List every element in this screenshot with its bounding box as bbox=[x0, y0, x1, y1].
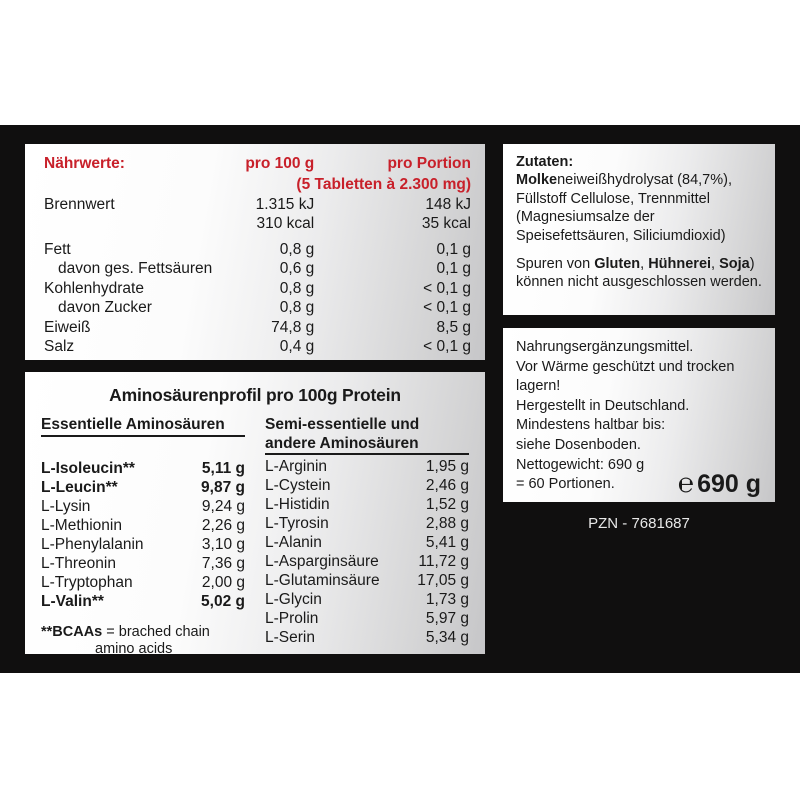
amino-value: 7,36 g bbox=[201, 554, 245, 572]
semi-essential-amino-column bbox=[265, 416, 469, 659]
table-row bbox=[41, 592, 245, 611]
nutrition-row-name: Brennwert bbox=[44, 195, 115, 213]
amino-profile-title: Aminosäurenprofil pro 100g Protein bbox=[109, 385, 401, 405]
amino-name: L-Methionin bbox=[41, 516, 122, 534]
amino-columns bbox=[41, 416, 469, 659]
nutrition-col-spacer bbox=[314, 155, 363, 175]
net-weight-value: 690 g bbox=[697, 469, 761, 498]
semi-essential-amino-table bbox=[265, 457, 469, 647]
table-row bbox=[265, 552, 469, 571]
amino-name: L-Asparginsäure bbox=[265, 553, 379, 570]
amino-acid-profile-panel bbox=[25, 372, 485, 657]
amino-name: L-Cystein bbox=[265, 477, 331, 494]
amino-value: 3,10 g bbox=[201, 535, 245, 553]
amino-name: L-Arginin bbox=[265, 458, 328, 475]
nutrition-col-per-portion: pro Portion bbox=[387, 155, 471, 172]
semi-header-line2: andere Aminosäuren bbox=[265, 434, 419, 452]
ingredients-body bbox=[516, 153, 763, 245]
amino-value: 11,72 g bbox=[418, 553, 469, 570]
allergen-gluten: Gluten bbox=[594, 256, 641, 273]
allergen-traces bbox=[516, 255, 763, 292]
storage-lines bbox=[516, 338, 763, 498]
nutrition-row-per-100g: 1.315 kJ bbox=[255, 195, 315, 213]
amino-name: L-Histidin bbox=[265, 496, 330, 513]
amino-name: L-Leucin** bbox=[41, 478, 118, 496]
net-weight-badge bbox=[677, 467, 761, 498]
traces-prefix: Spuren von bbox=[516, 256, 595, 273]
storage-line-heat-warning: Vor Wärme geschützt und trocken bbox=[516, 358, 735, 375]
nutrition-row-per-100g: 0,6 g bbox=[279, 260, 315, 277]
amino-value: 2,46 g bbox=[425, 477, 469, 494]
nutrition-row-name: Fett bbox=[44, 240, 71, 258]
table-row bbox=[44, 259, 471, 279]
ingredient-main-text: neiweißhydrolysat (84,7%), Füllstoff Cellulose, Trennmittel (Magnesiumsalze der Speisefettsäuren, Siliciumdioxid) bbox=[516, 172, 732, 244]
amino-value: 5,02 g bbox=[201, 592, 245, 610]
nutrition-row-name: davon Zucker bbox=[58, 299, 152, 316]
nutrition-row-per-portion: 0,1 g bbox=[436, 260, 471, 277]
storage-line-net-weight: Nettogewicht: 690 g bbox=[516, 456, 645, 473]
essential-amino-header: Essentielle Aminosäuren bbox=[41, 416, 245, 437]
amino-value: 2,88 g bbox=[425, 515, 469, 532]
nutrition-header-sub-row bbox=[44, 175, 471, 195]
storage-info-panel bbox=[503, 328, 775, 502]
nutrition-row-name: davon ges. Fettsäuren bbox=[58, 260, 213, 277]
storage-line-origin: Hergestellt in Deutschland. bbox=[516, 397, 690, 414]
essential-header-pad bbox=[41, 438, 245, 457]
amino-name: L-Phenylalanin bbox=[41, 535, 144, 553]
nutrition-row-per-portion: 148 kJ bbox=[425, 195, 471, 213]
table-row bbox=[265, 533, 469, 552]
nutrition-row-per-100g: 0,4 g bbox=[279, 338, 315, 355]
amino-value: 17,05 g bbox=[417, 572, 469, 589]
table-row bbox=[265, 457, 469, 476]
nutrition-portion-definition: (5 Tabletten à 2.300 mg) bbox=[296, 176, 471, 193]
nutrition-row-per-portion: 0,1 g bbox=[436, 240, 471, 258]
semi-header-line1: Semi-essentielle und bbox=[265, 416, 420, 433]
ingredients-panel bbox=[503, 144, 775, 315]
storage-line-best-before-cont: siehe Dosenboden. bbox=[516, 436, 641, 453]
table-row bbox=[265, 514, 469, 533]
nutrition-row-per-portion: 8,5 g bbox=[436, 318, 471, 336]
nutrition-row-per-100g: 310 kcal bbox=[256, 215, 315, 232]
nutrition-row-name bbox=[44, 214, 212, 234]
nutrition-row-per-portion: < 0,1 g bbox=[423, 338, 471, 355]
bcaa-footnote-text-line2: amino acids bbox=[95, 641, 173, 657]
storage-line-product-type: Nahrungsergänzungsmittel. bbox=[516, 339, 694, 355]
bcaa-footnote-label: **BCAAs bbox=[41, 623, 103, 640]
semi-essential-amino-header bbox=[265, 416, 469, 455]
table-row bbox=[41, 573, 245, 592]
amino-value: 1,52 g bbox=[425, 496, 469, 513]
nutrition-row-name: Salz bbox=[44, 338, 75, 355]
amino-value: 5,34 g bbox=[425, 629, 469, 646]
storage-line-portions: = 60 Portionen. bbox=[516, 476, 615, 493]
amino-value: 5,41 g bbox=[425, 534, 469, 551]
traces-separator: , bbox=[640, 256, 649, 273]
amino-value: 1,95 g bbox=[425, 458, 469, 475]
nutrition-row-per-100g: 0,8 g bbox=[279, 240, 315, 258]
table-row bbox=[44, 318, 471, 338]
ingredients-title: Zutaten: bbox=[516, 154, 574, 170]
nutrition-row-name: Eiweiß bbox=[44, 318, 91, 336]
amino-name: L-Valin** bbox=[41, 592, 104, 610]
amino-value: 5,11 g bbox=[201, 459, 245, 477]
table-row bbox=[44, 279, 471, 299]
amino-name: L-Prolin bbox=[265, 610, 319, 627]
table-row bbox=[41, 554, 245, 573]
nutrition-row-per-portion: < 0,1 g bbox=[423, 279, 471, 297]
nutrition-sub-empty bbox=[44, 175, 212, 195]
nutrition-table bbox=[44, 155, 471, 357]
amino-name: L-Glycin bbox=[265, 591, 322, 608]
amino-name: L-Isoleucin** bbox=[41, 459, 135, 477]
nutrition-row-per-100g: 0,8 g bbox=[279, 279, 315, 297]
amino-name: L-Tyrosin bbox=[265, 515, 329, 532]
table-row bbox=[265, 609, 469, 628]
pzn-code: PZN - 7681687 bbox=[588, 515, 690, 532]
allergen-egg: Hühnerei bbox=[648, 256, 712, 273]
ingredient-main-allergen: Molke bbox=[516, 172, 558, 189]
storage-line-best-before: Mindestens haltbar bis: bbox=[516, 417, 666, 434]
table-row bbox=[41, 497, 245, 516]
essential-amino-column bbox=[41, 416, 245, 659]
allergen-soy: Soja bbox=[719, 256, 750, 273]
amino-value: 9,87 g bbox=[201, 478, 245, 496]
table-row bbox=[41, 478, 245, 497]
amino-name: L-Alanin bbox=[265, 534, 322, 551]
traces-suffix: ) können nicht ausgeschlossen werden. bbox=[516, 256, 762, 291]
amino-name: L-Tryptophan bbox=[41, 573, 133, 591]
nutrition-row-per-portion: < 0,1 g bbox=[423, 299, 471, 316]
bcaa-footnote-text: = brached chain bbox=[102, 623, 210, 640]
nutrition-header-row bbox=[44, 155, 471, 175]
table-row bbox=[265, 495, 469, 514]
amino-value: 9,24 g bbox=[201, 497, 245, 515]
nutrition-row-per-100g: 74,8 g bbox=[271, 318, 315, 336]
amino-value: 1,73 g bbox=[425, 591, 469, 608]
essential-amino-table bbox=[41, 459, 245, 611]
table-row bbox=[41, 535, 245, 554]
table-row bbox=[44, 214, 471, 234]
nutrition-row-per-100g: 0,8 g bbox=[279, 299, 315, 316]
table-row bbox=[41, 516, 245, 535]
table-row bbox=[265, 571, 469, 590]
table-row bbox=[44, 195, 471, 215]
table-row bbox=[44, 298, 471, 318]
amino-value: 5,97 g bbox=[425, 610, 469, 627]
storage-line-heat-warning-cont: lagern! bbox=[516, 378, 561, 395]
amino-value: 2,26 g bbox=[201, 516, 245, 534]
supplement-label bbox=[0, 125, 800, 673]
amino-name: L-Serin bbox=[265, 629, 315, 646]
amino-name: L-Lysin bbox=[41, 497, 91, 515]
nutrition-facts-panel bbox=[25, 144, 485, 360]
amino-name: L-Glutaminsäure bbox=[265, 572, 380, 589]
nutrition-row-per-portion: 35 kcal bbox=[421, 215, 471, 232]
table-row bbox=[44, 337, 471, 357]
traces-separator: , bbox=[711, 256, 720, 273]
table-row bbox=[41, 459, 245, 478]
nutrition-col-per-100g: pro 100 g bbox=[245, 155, 315, 172]
estimated-sign-icon: ℮ bbox=[677, 467, 695, 498]
table-row bbox=[265, 476, 469, 495]
amino-value: 2,00 g bbox=[201, 573, 245, 591]
nutrition-row-name: Kohlenhydrate bbox=[44, 279, 144, 297]
table-row bbox=[44, 240, 471, 260]
table-row bbox=[265, 590, 469, 609]
amino-name: L-Threonin bbox=[41, 554, 116, 572]
nutrition-title: Nährwerte: bbox=[44, 155, 125, 172]
table-row bbox=[265, 628, 469, 647]
bcaa-footnote bbox=[41, 624, 245, 659]
